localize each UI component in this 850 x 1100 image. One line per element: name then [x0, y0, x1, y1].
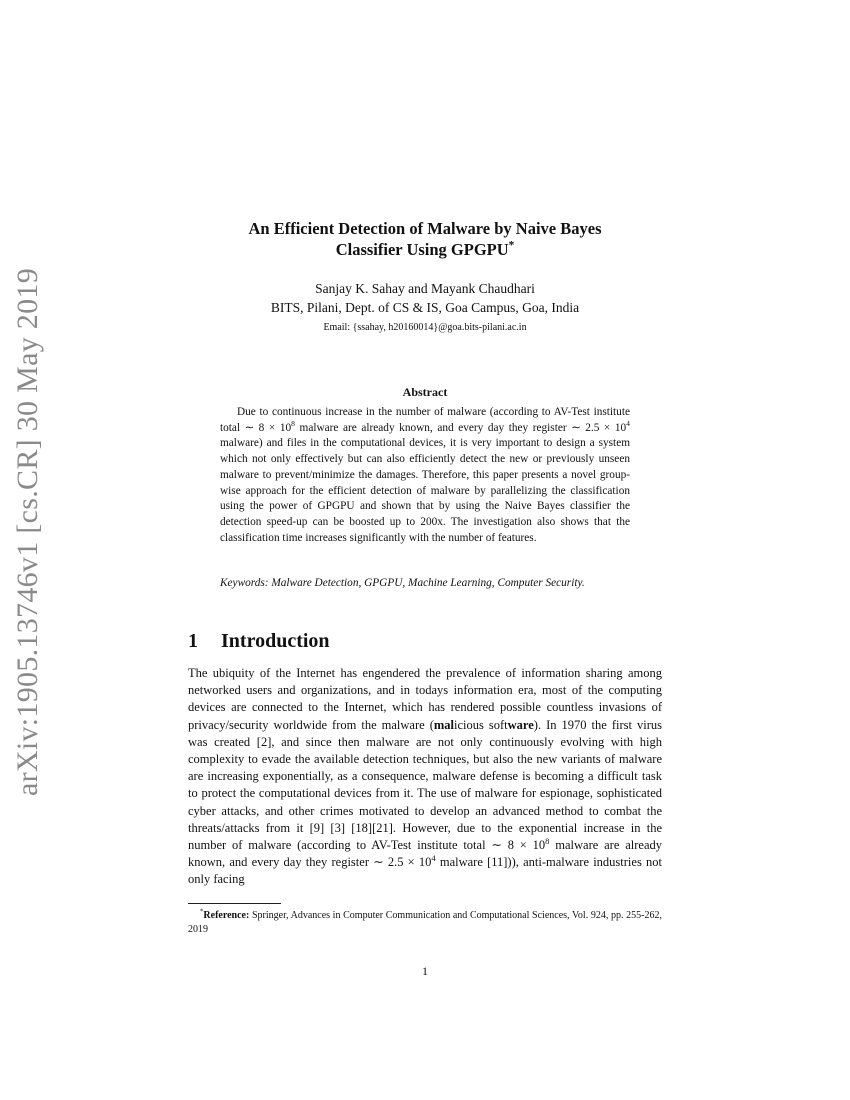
intro-text-4: malware are already known, and every day they register ∼ 2.5 × 10 [188, 838, 662, 870]
arxiv-identifier-text: arXiv:1905.13746v1 [cs.CR] 30 May 2019 [11, 267, 44, 797]
page-number: 1 [422, 964, 428, 978]
intro-text-3: ). In 1970 the first virus was created [2], and since then malware are not only continuously evolving with high complexity to evade the available detection techniques, but also the new variants of malware are increasing exponentially, as a consequence, malware defense is becoming a difficult task to protect the computational devices from it. The use of malware for espionage, sophisticated cyber attacks, and other crimes motivated to develop an advanced method to combat the threats/attacks from it [9] [3] [18][21]. However, due to the exponential increase in the number of malware (according to AV-Test institute total ∼ 8 × 10 [188, 717, 663, 853]
footnote-label: Reference: [203, 910, 250, 921]
abstract-text-3: malware) and files in the computational devices, it is very important to design a system which not only effectively but can also efficiently detect the new or previously unseen malware to prevent/minimize the damages. Therefore, this paper presents a novel group-wise approach for the efficient detection of malware by parallelizing the classification using the power of GPGPU and shown that by using the Naive Bayes classifier the detection speed-up can be boosted up to 200x. The investigation also shows that the classification time increases significantly with the number of features. [220, 437, 630, 544]
title-line-2-text: Classifier Using GPGPU [335, 240, 509, 259]
section-title: Introduction [221, 630, 330, 652]
author-email: Email: {ssahay, h20160014}@goa.bits-pilani.ac.in [323, 322, 527, 333]
intro-text-5: malware [11])), anti-malware industries not only facing [188, 855, 662, 887]
footnote [188, 909, 662, 937]
arxiv-identifier-stamp [7, 267, 49, 797]
abstract-text-1: Due to continuous increase in the number of malware (according to AV-Test institute total ∼ 8 × 10 [220, 406, 630, 434]
intro-exponent-2: 4 [431, 853, 436, 864]
section-heading [188, 630, 330, 653]
abstract-heading: Abstract [402, 385, 448, 399]
title-line-2 [190, 239, 660, 260]
abstract-exponent-2: 4 [626, 418, 630, 428]
section-number: 1 [188, 630, 198, 652]
abstract-body [220, 405, 630, 546]
paper-title [190, 218, 660, 260]
abstract-text-2: malware are already known, and every day they register ∼ 2.5 × 10 [294, 421, 627, 434]
intro-bold-ware: ware [507, 717, 534, 732]
introduction-body [188, 665, 662, 889]
author-affiliation: BITS, Pilani, Dept. of CS & IS, Goa Campus, Goa, India [270, 300, 580, 315]
title-footnote-mark: * [508, 239, 515, 252]
footnote-text: Springer, Advances in Computer Communication and Computational Sciences, Vol. 924, pp. 255-262, 2019 [188, 910, 662, 935]
intro-bold-mal: mal [433, 717, 454, 732]
author-names: Sanjay K. Sahay and Mayank Chaudhari [315, 281, 535, 296]
intro-exponent-1: 8 [545, 835, 550, 846]
intro-text-1: The ubiquity of the Internet has engendered the prevalence of information sharing among networked users and organizations, and in todays information era, most of the computing devices are connected to the Internet, which has rendered possible countless invasions of privacy/security worldwide from the malware ( [188, 666, 662, 732]
footnote-mark: * [200, 908, 204, 916]
abstract-exponent-1: 8 [291, 418, 295, 428]
title-line-1: An Efficient Detection of Malware by Naive Bayes [248, 219, 602, 238]
keywords: Keywords: Malware Detection, GPGPU, Machine Learning, Computer Security. [220, 577, 585, 589]
intro-text-2: icious soft [454, 717, 508, 732]
footnote-divider [188, 903, 281, 904]
